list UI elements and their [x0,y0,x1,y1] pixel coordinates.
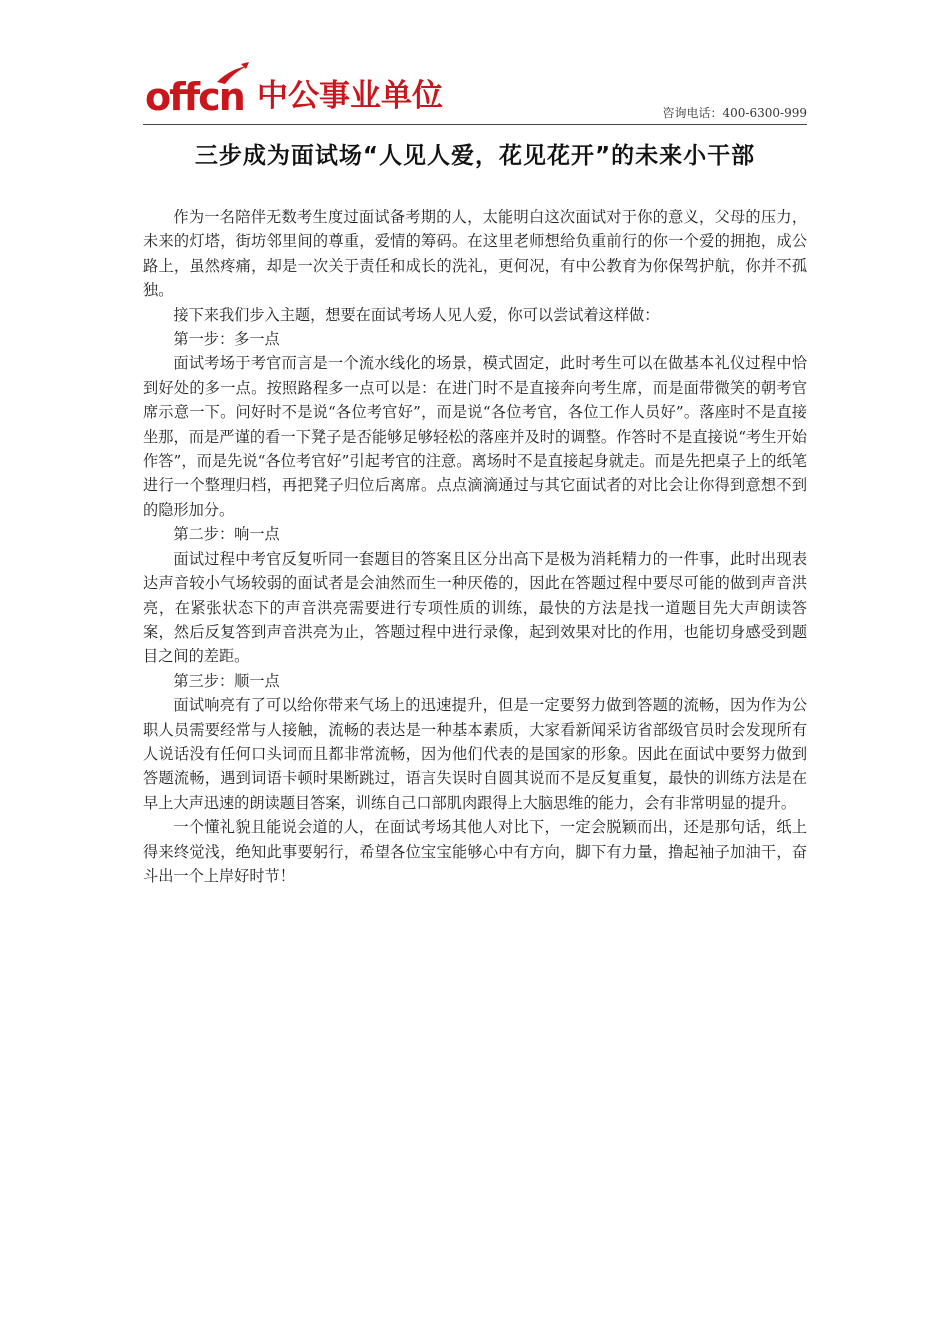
paragraph: 作为一名陪伴无数考生度过面试备考期的人，太能明白这次面试对于你的意义，父母的压力，未来的灯塔，街坊邻里间的尊重，爱情的筹码。在这里老师想给负重前行的你一个爱的拥抱，成公路上，虽然疼痛，却是一次关于责任和成长的洗礼，更何况，有中公教育为你保驾护航，你并不孤独。 [143,208,807,300]
step-heading: 第一步：多一点 [173,330,280,349]
article-title: 三步成为面试场“人见人爱，花见花开”的未来小干部 [194,143,756,169]
paragraph: 接下来我们步入主题，想要在面试考场人见人爱，你可以尝试着这样做： [173,305,660,324]
logo-latin-text: offcn [145,75,244,118]
header-divider [143,124,807,125]
offcn-logo [143,62,443,118]
paragraph: 面试响亮有了可以给你带来气场上的迅速提升，但是一定要努力做到答题的流畅，因为作为公职人员需要经常与人接触，流畅的表达是一种基本素质，大家看新闻采访省部级官员时会发现所有人说话没有任何口头词而且都非常流畅，因为他们代表的是国家的形象。因此在面试中要努力做到答题流畅，遇到词语卡顿时果断跳过，语言失误时自圆其说而不是反复重复，最快的训练方法是在早上大声迅速的朗读题目答案，训练自己口部肌肉跟得上大脑思维的能力，会有非常明显的提升。 [143,696,807,812]
hotline-text: 咨询电话：400-6300-999 [662,106,807,120]
paragraph: 一个懂礼貌且能说会道的人，在面试考场其他人对比下，一定会脱颖而出，还是那句话，纸上得来终觉浅，绝知此事要躬行，希望各位宝宝能够心中有方向，脚下有力量，撸起袖子加油干，奋斗出一个上岸好时节！ [143,818,807,885]
paragraph: 面试考场于考官而言是一个流水线化的场景，模式固定，此时考生可以在做基本礼仪过程中恰到好处的多一点。按照路程多一点可以是：在进门时不是直接奔向考生席，而是面带微笑的朝考官席示意一下。问好时不是说“各位考官好”，而是说“各位考官，各位工作人员好”。落座时不是直接坐那，而是严谨的看一下凳子是否能够足够轻松的落座并及时的调整。作答时不是直接说“考生开始作答”，而是先说“各位考官好”引起考官的注意。离场时不是直接起身就走。而是先把桌子上的纸笔进行一个整理归档，再把凳子归位后离席。点点滴滴通过与其它面试者的对比会让你得到意想不到的隐形加分。 [143,354,807,519]
logo-brand-text: 中公事业单位 [257,78,443,114]
offcn-logo-mark [143,62,255,118]
page-header [143,62,807,124]
step-heading: 第二步：响一点 [173,525,280,544]
paragraph: 面试过程中考官反复听同一套题目的答案且区分出高下是极为消耗精力的一件事，此时出现表达声音较小气场较弱的面试者是会油然而生一种厌倦的，因此在答题过程中要尽可能的做到声音洪亮，在紧张状态下的声音洪亮需要进行专项性质的训练，最快的方法是找一道题目先大声朗读答案，然后反复答到声音洪亮为止，答题过程中进行录像，起到效果对比的作用，也能切身感受到题目之间的差距。 [143,549,807,666]
step-heading: 第三步：顺一点 [173,671,280,690]
offcn-logo-icon [143,62,255,118]
article-body [143,205,807,888]
